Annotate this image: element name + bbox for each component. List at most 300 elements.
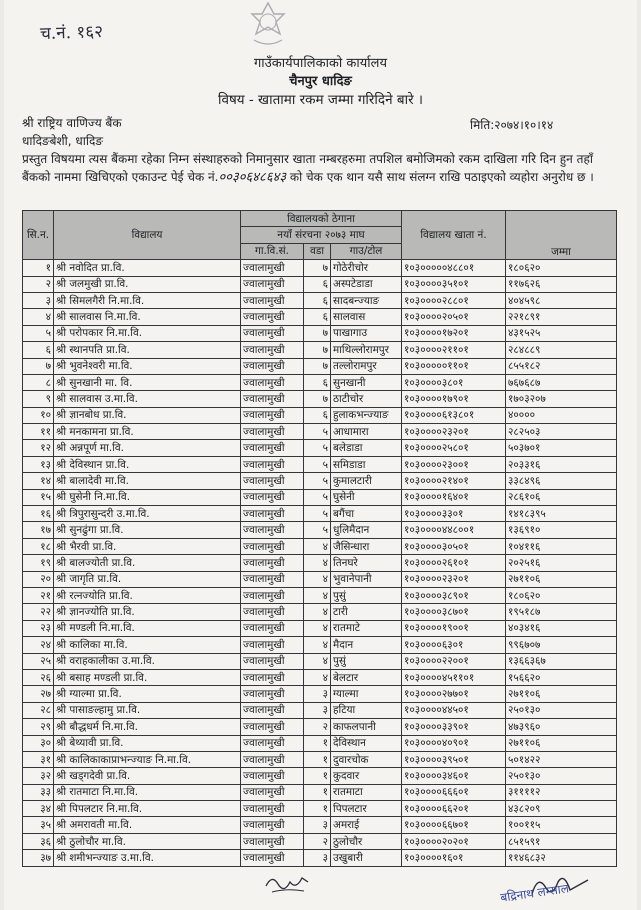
cell-village: बलेडाडा [331, 440, 402, 456]
header-vdc: गा.वि.सं. [241, 243, 304, 259]
cell-school: श्री खड्गदेवी प्रा.वि. [54, 768, 241, 784]
table-row [23, 686, 617, 702]
cell-school: श्री सिमलगैरी नि.मा.वि. [54, 292, 241, 308]
cell-village: तल्लोरामपुर [331, 358, 402, 374]
cell-vdc: ज्वालामुखी [241, 751, 304, 767]
cell-ward: ५ [304, 522, 331, 538]
cell-serial: ३५ [23, 817, 54, 833]
header-amount: जम्मा [506, 211, 617, 260]
cell-village: आधामारा [331, 424, 402, 440]
cell-serial: १८ [23, 538, 54, 554]
cell-account: १०३००००३३०१ [402, 506, 506, 522]
cell-ward: ४ [304, 538, 331, 554]
cell-amount: २२१८९१ [506, 309, 617, 325]
cell-vdc: ज्वालामुखी [241, 473, 304, 489]
cell-account: १०३००००३८९०१ [402, 587, 506, 603]
cell-vdc: ज्वालामुखी [241, 522, 304, 538]
header-address: विद्यालयको ठेगाना [241, 211, 402, 227]
cell-school: श्री सालवास उ.मा.वि. [54, 391, 241, 407]
cell-school: श्री पिपलटार नि.मा.वि. [54, 801, 241, 817]
table-row [23, 424, 617, 440]
cell-ward: ५ [304, 424, 331, 440]
cell-vdc: ज्वालामुखी [241, 735, 304, 751]
cell-account: १०३००००३४६०१ [402, 768, 506, 784]
cell-vdc: ज्वालामुखी [241, 407, 304, 423]
cell-amount: ९९६७०७ [506, 637, 617, 653]
cell-village: ग्याल्मा [331, 686, 402, 702]
cell-village: तिनघरे [331, 555, 402, 571]
cell-village: उखुबारी [331, 850, 402, 866]
cell-school: श्री अमरावती मा.वि. [54, 817, 241, 833]
cell-village: घुसेनी [331, 489, 402, 505]
government-emblem-icon [246, 0, 290, 50]
cell-serial: १४ [23, 473, 54, 489]
cell-serial: १२ [23, 440, 54, 456]
cell-amount: २५०१३० [506, 768, 617, 784]
cell-ward: ४ [304, 604, 331, 620]
cell-school: श्री बालादेवी मा.वि. [54, 473, 241, 489]
cell-village: बेलटार [331, 669, 402, 685]
cell-serial: ७ [23, 358, 54, 374]
cell-village: हटिया [331, 702, 402, 718]
cell-vdc: ज्वालामुखी [241, 440, 304, 456]
cell-serial: ३१ [23, 751, 54, 767]
cell-amount: ४०३४१६ [506, 620, 617, 636]
signature-left [262, 870, 312, 896]
letter-subject: विषय - खातामा रकम जम्मा गरिदिने बारे । [217, 92, 424, 108]
office-location: चैनपुर धादिङ [289, 74, 352, 89]
cell-account: १०३००००२६१०१ [402, 555, 506, 571]
cell-vdc: ज्वालामुखी [241, 604, 304, 620]
cell-school: श्री कालिकाकाप्राभन्ज्याङ नि.मा.वि. [54, 751, 241, 767]
cell-amount: १९५१८७ [506, 604, 617, 620]
cell-ward: ३ [304, 702, 331, 718]
cell-account: १०३००००२३००१ [402, 456, 506, 472]
cell-serial: ६ [23, 342, 54, 358]
cell-school: श्री बौद्धधर्म नि.मा.वि. [54, 719, 241, 735]
cell-vdc: ज्वालामुखी [241, 489, 304, 505]
cell-ward: ७ [304, 325, 331, 341]
cell-vdc: ज्वालामुखी [241, 358, 304, 374]
cell-school: श्री बसाह मण्डली प्रा.वि. [54, 669, 241, 685]
body-text-after: को चेक एक थान यसै साथ संलग्न राखि पठाइएको व्यहोरा अनुरोध छ । [286, 170, 594, 184]
officer-stamp: बद्रिनाथ लम्साल [499, 881, 570, 905]
cell-vdc: ज्वालामुखी [241, 850, 304, 866]
cell-school: श्री कालिका मा.वि. [54, 637, 241, 653]
table-row [23, 784, 617, 800]
cell-amount: १८०६२० [506, 587, 617, 603]
cell-amount: २०३३१६ [506, 456, 617, 472]
cell-ward: १ [304, 735, 331, 751]
cell-vdc: ज्वालामुखी [241, 587, 304, 603]
cell-vdc: ज्वालामुखी [241, 424, 304, 440]
office-name: गाउँकार्यपालिकाको कार्यालय [253, 56, 388, 71]
cell-ward: ३ [304, 817, 331, 833]
recipient-bank: श्री राष्ट्रिय वाणिज्य बैंक [22, 116, 122, 130]
cell-serial: ११ [23, 424, 54, 440]
cell-school: श्री सालवास नि.मा.वि. [54, 309, 241, 325]
cell-serial: २ [23, 276, 54, 292]
cell-village: पुसुं [331, 587, 402, 603]
cell-serial: ३३ [23, 784, 54, 800]
cell-serial: २१ [23, 587, 54, 603]
cell-village: टारी [331, 604, 402, 620]
cell-school: श्री जागृति प्रा.वि. [54, 571, 241, 587]
cell-amount: ४३१५२५ [506, 325, 617, 341]
cell-school: श्री मण्डली नि.मा.वि. [54, 620, 241, 636]
cell-ward: ६ [304, 309, 331, 325]
table-row [23, 604, 617, 620]
table-row [23, 669, 617, 685]
cell-account: १०३००००४५११०१ [402, 669, 506, 685]
cell-village: काफलपानी [331, 719, 402, 735]
cell-village: सालवास [331, 309, 402, 325]
cell-ward: ४ [304, 587, 331, 603]
recipient-address: धादिङबेशी, धादिङ [22, 134, 103, 148]
table-row [23, 374, 617, 390]
cell-school: श्री ज्ञानबोध प्रा.वि. [54, 407, 241, 423]
cell-account: १०३००००२३२०१ [402, 571, 506, 587]
cell-amount: ११४६८३२ [506, 850, 617, 866]
accounts-table-body [23, 260, 617, 866]
table-row [23, 276, 617, 292]
cell-ward: ६ [304, 276, 331, 292]
cell-serial: १९ [23, 555, 54, 571]
cell-serial: २५ [23, 653, 54, 669]
cell-school: श्री त्रिपुरासुन्दरी उ.मा.वि. [54, 506, 241, 522]
header-new-structure: नयाँ संरचना २०७३ माघ [241, 227, 402, 243]
table-row [23, 833, 617, 849]
table-row [23, 407, 617, 423]
cell-amount: २८६१०६ [506, 489, 617, 505]
cell-village: भुवानेपानी [331, 571, 402, 587]
cell-vdc: ज्वालामुखी [241, 768, 304, 784]
header-ward: वडा [304, 243, 331, 259]
cell-ward: ५ [304, 489, 331, 505]
cell-account: १०३००००६६२०१ [402, 801, 506, 817]
table-row [23, 850, 617, 866]
cell-serial: ३२ [23, 768, 54, 784]
cell-ward: २ [304, 719, 331, 735]
cell-amount: २७११०६ [506, 571, 617, 587]
table-row [23, 292, 617, 308]
table-row [23, 817, 617, 833]
cell-school: श्री रातमाटा नि.मा.वि. [54, 784, 241, 800]
cell-account: १०३००००३८७०१ [402, 604, 506, 620]
cell-village: मैदान [331, 637, 402, 653]
cell-school: श्री बेथ्यावी प्रा.वि. [54, 735, 241, 751]
cell-vdc: ज्वालामुखी [241, 506, 304, 522]
header-school: विद्यालय [54, 211, 241, 260]
cell-serial: ३६ [23, 833, 54, 849]
cell-village: पिपलटार [331, 801, 402, 817]
cell-amount: १७०३२०७ [506, 391, 617, 407]
cell-serial: २३ [23, 620, 54, 636]
cell-amount: ८५१५९१ [506, 833, 617, 849]
cell-village: हुलाकभन्ज्याङ [331, 407, 402, 423]
cell-serial: ८ [23, 374, 54, 390]
cell-ward: ६ [304, 374, 331, 390]
cell-account: १०३०००००४८८०१ [402, 260, 506, 276]
cell-vdc: ज्वालामुखी [241, 620, 304, 636]
cell-ward: ४ [304, 653, 331, 669]
table-row [23, 522, 617, 538]
cell-account: १०३००००३८०१ [402, 374, 506, 390]
table-row [23, 473, 617, 489]
cell-amount: २८४८८९ [506, 342, 617, 358]
cell-account: १०३०००००११०१ [402, 358, 506, 374]
cell-account: १०३००००२७७०१ [402, 686, 506, 702]
cell-account: १०३००००६६७०१ [402, 817, 506, 833]
cell-ward: ४ [304, 669, 331, 685]
cell-village: अस्पटेडाडा [331, 276, 402, 292]
cell-school: श्री देविस्थान प्रा.वि. [54, 456, 241, 472]
cell-amount: ४७३९६० [506, 719, 617, 735]
cell-school: श्री नवोदित प्रा.वि. [54, 260, 241, 276]
cell-ward: ५ [304, 473, 331, 489]
cell-school: श्री सुनढुंगा प्रा.वि. [54, 522, 241, 538]
cell-amount: १४१८३९५ [506, 506, 617, 522]
table-row [23, 391, 617, 407]
cell-account: १०३००००२३२०१ [402, 424, 506, 440]
cell-school: श्री पासाङल्हामु प्रा.वि. [54, 702, 241, 718]
cell-account: १०३००००२२००१ [402, 653, 506, 669]
cell-village: जैसिन्धारा [331, 538, 402, 554]
cell-amount: ३३८४९६ [506, 473, 617, 489]
cell-account: १०३००००३३९०१ [402, 719, 506, 735]
cell-serial: २७ [23, 686, 54, 702]
cell-vdc: ज्वालामुखी [241, 456, 304, 472]
cell-village: पुसुं [331, 653, 402, 669]
table-row [23, 342, 617, 358]
letter-body [22, 150, 614, 187]
cell-account: १०३००००३९५०१ [402, 751, 506, 767]
cell-account: १०३००००१६४०१ [402, 489, 506, 505]
cell-amount: ५०१४२२ [506, 751, 617, 767]
cell-village: गोठेरीचोर [331, 260, 402, 276]
cell-village: ठुलोचौर [331, 833, 402, 849]
cell-ward: ५ [304, 456, 331, 472]
cell-amount: २८२५०३ [506, 424, 617, 440]
cell-village: पाखागाउ [331, 325, 402, 341]
cell-vdc: ज्वालामुखी [241, 342, 304, 358]
cell-serial: १० [23, 407, 54, 423]
cell-school: श्री स्थानपति प्रा.वि. [54, 342, 241, 358]
cell-vdc: ज्वालामुखी [241, 784, 304, 800]
cell-account: १०३००००६३०१ [402, 637, 506, 653]
cheque-number: ००३०६४८६४३ [218, 170, 287, 185]
cell-account: १०३००००१७२०१ [402, 325, 506, 341]
cell-school: श्री परोपकार नि.मा.वि. [54, 325, 241, 341]
cell-school: श्री अन्नपूर्ण मा.वि. [54, 440, 241, 456]
cell-serial: १६ [23, 506, 54, 522]
cell-serial: ५ [23, 325, 54, 341]
cell-school: श्री ठुलोचौर मा.वि. [54, 833, 241, 849]
cell-school: श्री घुसेनी नि.मा.वि. [54, 489, 241, 505]
cell-serial: ९ [23, 391, 54, 407]
cell-ward: ४ [304, 555, 331, 571]
cell-ward: ७ [304, 391, 331, 407]
cell-school: श्री सुनखानी मा. वि. [54, 374, 241, 390]
cell-serial: १ [23, 260, 54, 276]
cell-vdc: ज्वालामुखी [241, 801, 304, 817]
cell-ward: ५ [304, 506, 331, 522]
table-row [23, 260, 617, 276]
cell-vdc: ज्वालामुखी [241, 571, 304, 587]
table-row [23, 325, 617, 341]
cell-ward: १ [304, 751, 331, 767]
table-row [23, 571, 617, 587]
cell-serial: १७ [23, 522, 54, 538]
table-row [23, 440, 617, 456]
table-row [23, 768, 617, 784]
cell-vdc: ज्वालामुखी [241, 309, 304, 325]
header-account: विद्यालय खाता नं. [402, 211, 506, 260]
cell-ward: १ [304, 768, 331, 784]
cell-ward: १ [304, 784, 331, 800]
cell-vdc: ज्वालामुखी [241, 817, 304, 833]
cell-account: १०३००००४४५०१ [402, 702, 506, 718]
table-row [23, 506, 617, 522]
cell-account: १०३००००२५८०१ [402, 440, 506, 456]
cell-village: धुलिमैदान [331, 522, 402, 538]
cell-village: कुमालटारी [331, 473, 402, 489]
table-row [23, 489, 617, 505]
cell-vdc: ज्वालामुखी [241, 391, 304, 407]
table-row [23, 735, 617, 751]
cell-amount: १५६६२० [506, 669, 617, 685]
cell-ward: १ [304, 801, 331, 817]
cell-ward: ७ [304, 260, 331, 276]
cell-school: श्री भैरवी प्रा.वि. [54, 538, 241, 554]
cell-vdc: ज्वालामुखी [241, 719, 304, 735]
cell-account: १०३००००१९००१ [402, 620, 506, 636]
cell-vdc: ज्वालामुखी [241, 276, 304, 292]
cell-amount: २५०१३० [506, 702, 617, 718]
dispatch-number: च.नं. १६२ [39, 21, 104, 45]
cell-serial: ३ [23, 292, 54, 308]
cell-account: १०३००००२११०१ [402, 342, 506, 358]
cell-ward: ७ [304, 358, 331, 374]
cell-village: रातमाटा [331, 784, 402, 800]
cell-serial: २९ [23, 719, 54, 735]
cell-serial: २२ [23, 604, 54, 620]
cell-vdc: ज्वालामुखी [241, 833, 304, 849]
cell-village: दुवारचोक [331, 751, 402, 767]
header-serial: सि.न. [23, 211, 54, 260]
table-row [23, 719, 617, 735]
cell-village: माथिल्लोरामपुर [331, 342, 402, 358]
cell-school: श्री बालज्योती प्रा.वि. [54, 555, 241, 571]
cell-amount: ४०००० [506, 407, 617, 423]
cell-account: १०३००००२०२०१ [402, 833, 506, 849]
cell-vdc: ज्वालामुखी [241, 260, 304, 276]
cell-amount: १८०६२० [506, 260, 617, 276]
cell-serial: १३ [23, 456, 54, 472]
table-row [23, 587, 617, 603]
cell-ward: ४ [304, 571, 331, 587]
cell-account: १०३००००२८८०१ [402, 292, 506, 308]
cell-village: बगैंचा [331, 506, 402, 522]
cell-ward: ७ [304, 342, 331, 358]
cell-village: देविस्थान [331, 735, 402, 751]
cell-school: श्री ज्ञानज्योति प्रा.वि. [54, 604, 241, 620]
cell-school: श्री रत्नज्योति प्रा.वि. [54, 587, 241, 603]
cell-ward: ३ [304, 850, 331, 866]
cell-account: १०३००००१७९०१ [402, 391, 506, 407]
cell-account: १०३००००४०९०१ [402, 735, 506, 751]
cell-serial: ३० [23, 735, 54, 751]
cell-amount: ४३८२०९ [506, 801, 617, 817]
cell-ward: ४ [304, 637, 331, 653]
cell-amount: २७११०६ [506, 686, 617, 702]
cell-account: १०३००००६१३८०१ [402, 407, 506, 423]
cell-ward: ३ [304, 686, 331, 702]
cell-account: १०३००००३५१०१ [402, 276, 506, 292]
cell-account: १०३००००३०५०१ [402, 538, 506, 554]
cell-school: श्री भुवनेश्वरी मा.वि. [54, 358, 241, 374]
table-row [23, 309, 617, 325]
table-row [23, 620, 617, 636]
cell-amount: १००११५ [506, 817, 617, 833]
cell-vdc: ज्वालामुखी [241, 292, 304, 308]
cell-school: श्री वराहकालीका उ.मा.वि. [54, 653, 241, 669]
cell-account: १०३००००२१४०१ [402, 473, 506, 489]
cell-school: श्री जलमुखी प्रा.वि. [54, 276, 241, 292]
cell-amount: ४०४५९८ [506, 292, 617, 308]
table-row [23, 358, 617, 374]
cell-serial: २४ [23, 637, 54, 653]
cell-school: श्री मनकामना प्रा.वि. [54, 424, 241, 440]
cell-account: १०३००००६६६०१ [402, 784, 506, 800]
cell-village: सुनखानी [331, 374, 402, 390]
table-row [23, 801, 617, 817]
cell-village: सादबन्ज्याङ [331, 292, 402, 308]
cell-ward: २ [304, 833, 331, 849]
cell-account: १०३००००१६०१ [402, 850, 506, 866]
accounts-table [22, 210, 617, 867]
cell-serial: १५ [23, 489, 54, 505]
cell-ward: ५ [304, 440, 331, 456]
cell-account: १०३००००४४८००१ [402, 522, 506, 538]
cell-amount: ११७६२६ [506, 276, 617, 292]
cell-amount: २०२५१६ [506, 555, 617, 571]
cell-vdc: ज्वालामुखी [241, 702, 304, 718]
cell-school: श्री ग्याल्मा प्रा.वि. [54, 686, 241, 702]
table-row [23, 555, 617, 571]
cell-village: ठाटीचोर [331, 391, 402, 407]
table-row [23, 653, 617, 669]
header-village: गाउ/टोल [331, 243, 402, 259]
cell-amount: ३११११२ [506, 784, 617, 800]
cell-vdc: ज्वालामुखी [241, 653, 304, 669]
cell-vdc: ज्वालामुखी [241, 538, 304, 554]
cell-school: श्री शमीभन्ज्याङ उ.मा.वि. [54, 850, 241, 866]
cell-amount: ५०३७०१ [506, 440, 617, 456]
table-row [23, 456, 617, 472]
cell-vdc: ज्वालामुखी [241, 686, 304, 702]
cell-village: रातमाटे [331, 620, 402, 636]
cell-amount: २७११०६ [506, 735, 617, 751]
table-row [23, 702, 617, 718]
cell-ward: ६ [304, 292, 331, 308]
body-text-before: प्रस्तुत विषयमा त्यस बैंकमा रहेका निम्न संस्थाहरुको निमानुसार खाता नम्बरहरुमा तपशिल बमोजिमको रकम दाखिला गरि दिन हुन तहाँ बैंकको नाममा खिचिएको एकाउन्ट पेई चेक नं. [22, 152, 593, 184]
cell-vdc: ज्वालामुखी [241, 669, 304, 685]
cell-serial: ४ [23, 309, 54, 325]
cell-serial: ३४ [23, 801, 54, 817]
letter-date: मिति:२०७४।१०।१४ [470, 118, 554, 132]
cell-vdc: ज्वालामुखी [241, 325, 304, 341]
